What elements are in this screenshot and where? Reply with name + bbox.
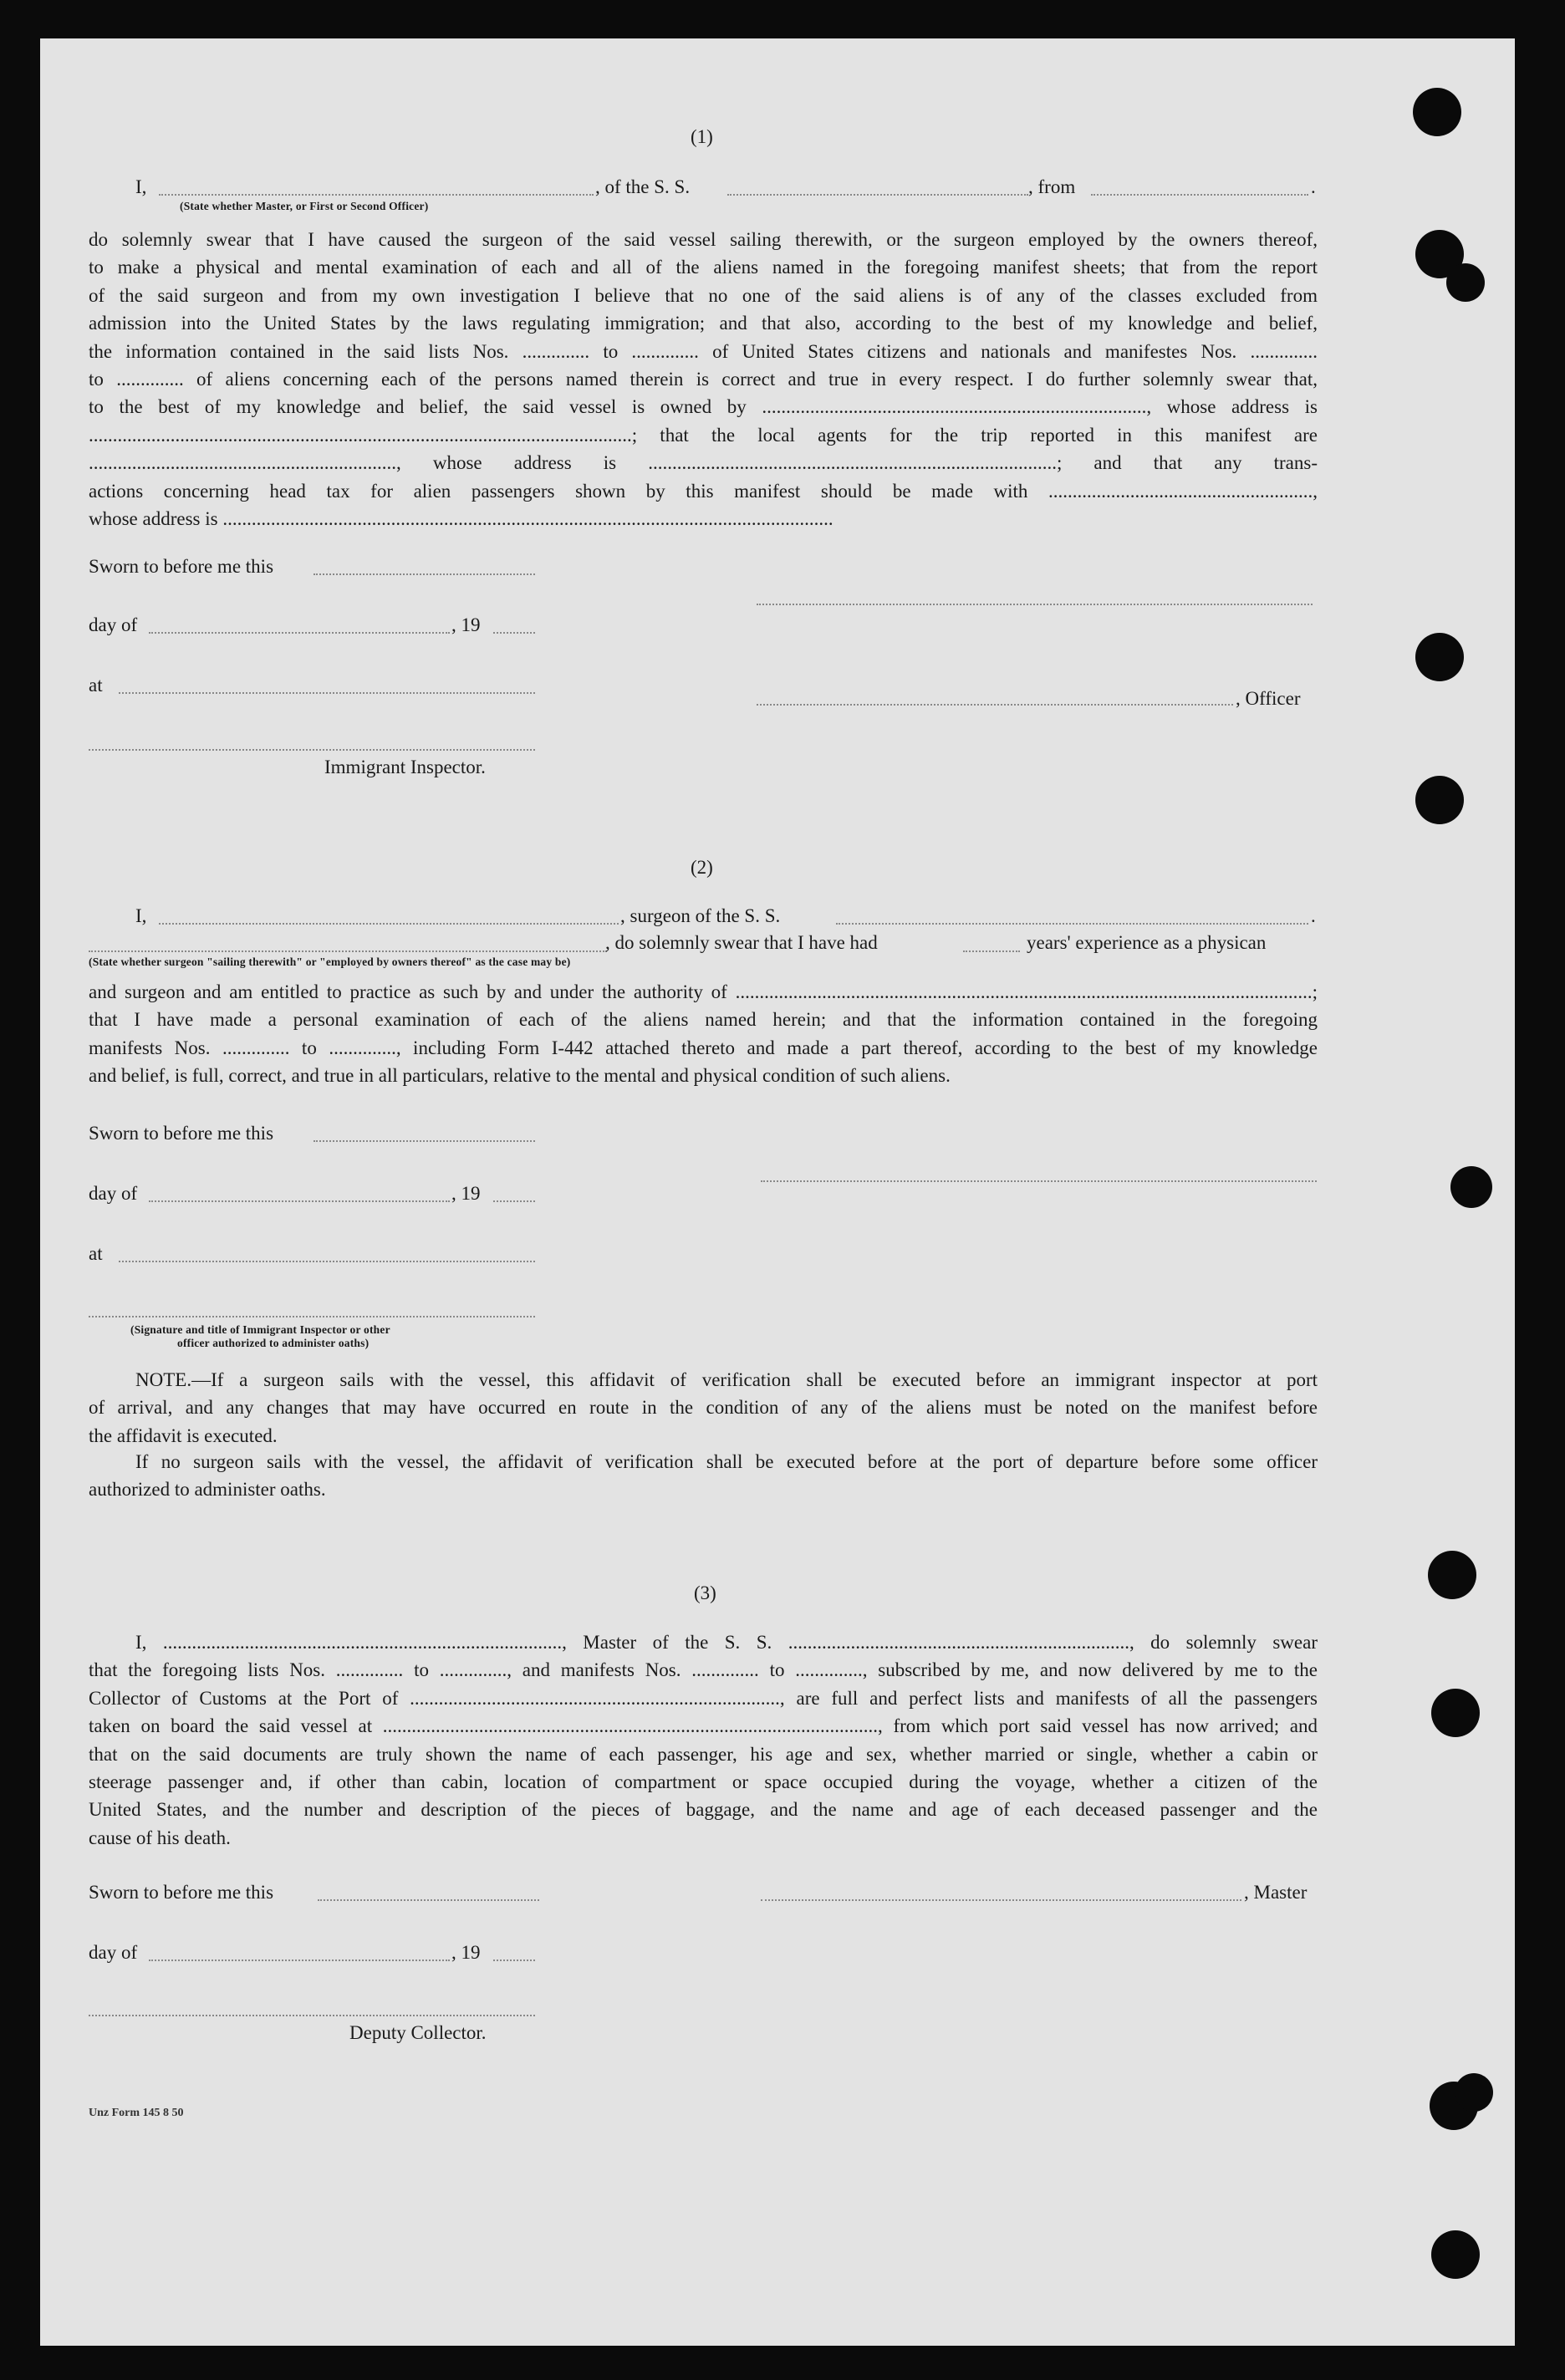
paragraph-line: that the foregoing lists Nos. .............. to .............., and manifests Nos. .............. to .............., subscribed by me, and now delivered by me to the <box>89 1659 1318 1681</box>
year-label: , 19 <box>451 1942 481 1963</box>
paragraph-line: to the best of my knowledge and belief, the said vessel is owned by ................................................................................, whose address is <box>89 396 1318 418</box>
paragraph-line: whose address is ............................................................................................................................... <box>89 508 833 530</box>
section-number: (1) <box>691 126 713 147</box>
at-blank <box>119 692 535 694</box>
surgeon-caption: (State whether surgeon "sailing therewith" or "employed by owners thereof" as the case may be) <box>89 956 571 968</box>
year-blank <box>493 632 535 634</box>
sworn-date-blank <box>318 1899 539 1901</box>
year-label: , 19 <box>451 614 481 635</box>
paragraph-line: taken on board the said vessel at ......................................................................................................., from which port said vessel has now arrived; and <box>89 1715 1318 1737</box>
section-number: (2) <box>691 857 713 878</box>
note-line: of arrival, and any changes that may have occurred en route in the condition of any of the aliens must be noted on the manifest before <box>89 1397 1318 1419</box>
master-signature-blank <box>761 1899 1241 1901</box>
paragraph-line: .................................................................................................................; that the local agents for the trip reported in this manifest are <box>89 424 1318 446</box>
paragraph-line: that I have made a personal examination of each of the aliens named herein; and that the information contained in the foregoing <box>89 1009 1318 1031</box>
paragraph-line: of the said surgeon and from my own investigation I believe that no one of the said aliens is of any of the classes excluded from <box>89 284 1318 306</box>
paragraph-line: admission into the United States by the laws regulating immigration; and that also, according to the best of my knowledge and belief, <box>89 313 1318 334</box>
punch-hole <box>1415 776 1464 824</box>
day-of-blank <box>149 632 450 634</box>
paragraph-line: ................................................................, whose address is .....................................................................................; and that any trans- <box>89 452 1318 474</box>
punch-hole <box>1431 1689 1480 1737</box>
note-paragraph <box>89 1448 1318 1504</box>
years-blank <box>963 950 1020 952</box>
from-port-blank <box>1091 194 1308 196</box>
oath-paragraph-3 <box>89 1628 1318 1852</box>
paragraph-line: United States, and the number and description of the pieces of baggage, and the name and age of each deceased passenger and the <box>89 1799 1318 1821</box>
note-line: authorized to administer oaths. <box>89 1479 326 1501</box>
oath-paragraph-2 <box>89 978 1318 1090</box>
vessel-name-blank <box>727 194 1028 196</box>
paragraph-line: and belief, is full, correct, and true in all particulars, relative to the mental and physical condition of such aliens. <box>89 1065 951 1087</box>
oath-line-i: I, <box>135 905 147 926</box>
signature-blank <box>761 1180 1317 1182</box>
punch-hole <box>1413 88 1461 136</box>
from-label: , from <box>1028 176 1076 197</box>
punch-hole <box>1415 633 1464 681</box>
day-of-label: day of <box>89 614 138 635</box>
punch-hole <box>1446 263 1485 302</box>
day-of-blank <box>149 1200 450 1202</box>
signature-caption: officer authorized to administer oaths) <box>177 1337 370 1349</box>
inspector-signature-blank <box>89 1316 535 1317</box>
of-the-ss-label: , of the S. S. <box>595 176 691 197</box>
at-label: at <box>89 1243 103 1264</box>
paragraph-line: cause of his death. <box>89 1827 231 1848</box>
officer-name-blank <box>159 194 594 196</box>
day-of-blank <box>149 1960 450 1961</box>
deputy-signature-blank <box>89 2015 535 2016</box>
signature-blank <box>757 604 1313 605</box>
surgeon-type-blank <box>89 950 607 952</box>
officer-caption: (State whether Master, or First or Second Officer) <box>180 200 429 212</box>
form-number: Unz Form 145 8 50 <box>89 2107 184 2119</box>
officer-signature-blank <box>757 704 1233 706</box>
sworn-date-blank <box>314 1140 535 1142</box>
officer-label: , Officer <box>1236 688 1301 709</box>
years-experience-label: years' experience as a physican <box>1027 932 1267 953</box>
paragraph-line: do solemnly swear that I have caused the surgeon of the said vessel sailing therewith, or the surgeon employed by the owners thereof, <box>89 229 1318 250</box>
year-blank <box>493 1960 535 1961</box>
paragraph-line: to .............. of aliens concerning each of the persons named therein is correct and true in every respect. I do further solemnly swear that, <box>89 369 1318 390</box>
deputy-collector-label: Deputy Collector. <box>349 2022 487 2043</box>
master-label: , Master <box>1244 1882 1308 1903</box>
paragraph-line: to make a physical and mental examination of each and all of the aliens named in the foregoing manifest sheets; that from the report <box>89 257 1318 278</box>
year-label: , 19 <box>451 1183 481 1204</box>
inspector-signature-blank <box>89 749 535 751</box>
day-of-label: day of <box>89 1183 138 1204</box>
surgeon-name-blank <box>159 923 619 925</box>
immigrant-inspector-label: Immigrant Inspector. <box>324 757 486 777</box>
paragraph-line: actions concerning head tax for alien passengers shown by this manifest should be made with ......................................................., <box>89 480 1318 502</box>
section-number: (3) <box>694 1582 716 1603</box>
vessel-name-blank <box>836 923 1308 925</box>
note-line: NOTE.—If a surgeon sails with the vessel, this affidavit of verification shall be executed before an immigrant inspector at port <box>135 1369 1318 1390</box>
line-end: . <box>1311 176 1316 197</box>
line-end: . <box>1311 905 1316 926</box>
punch-hole <box>1431 2230 1480 2279</box>
sworn-label: Sworn to before me this <box>89 1882 274 1903</box>
paragraph-line: that on the said documents are truly shown the name of each passenger, his age and sex, whether married or single, whether a cabin or <box>89 1743 1318 1765</box>
oath-line-i: I, <box>135 176 147 197</box>
oath-paragraph-1 <box>89 226 1318 533</box>
at-blank <box>119 1261 535 1262</box>
punch-hole <box>1428 1551 1476 1599</box>
paragraph-line: and surgeon and am entitled to practice as such by and under the authority of ........................................................................................................................; <box>89 981 1318 1002</box>
paragraph-line: I, ..................................................................................., Master of the S. S. ......................................................................., do solemnly swear <box>135 1632 1318 1653</box>
paragraph-line: manifests Nos. .............. to .............., including Form I-442 attached thereto and made a part thereof, according to the best of my knowledge <box>89 1037 1318 1058</box>
paragraph-line: steerage passenger and, if other than cabin, location of compartment or space occupied during the voyage, whether a citizen of the <box>89 1771 1318 1793</box>
sworn-label: Sworn to before me this <box>89 1123 274 1144</box>
paragraph-line: the information contained in the said lists Nos. .............. to .............. of United States citizens and nationals and manifestes Nos. .............. <box>89 340 1318 362</box>
sworn-label: Sworn to before me this <box>89 556 274 577</box>
surgeon-of-label: , surgeon of the S. S. <box>620 905 781 926</box>
sworn-date-blank <box>314 573 535 575</box>
day-of-label: day of <box>89 1942 138 1963</box>
punch-hole <box>1455 2073 1493 2112</box>
paragraph-line: Collector of Customs at the Port of ............................................................................., are full and perfect lists and manifests of all the passengers <box>89 1687 1318 1709</box>
year-blank <box>493 1200 535 1202</box>
punch-hole <box>1450 1166 1492 1208</box>
swear-label: , do solemnly swear that I have had <box>605 932 878 953</box>
at-label: at <box>89 675 103 696</box>
note-paragraph <box>89 1366 1318 1450</box>
note-line: If no surgeon sails with the vessel, the affidavit of verification shall be executed before at the port of departure before some officer <box>135 1451 1318 1472</box>
signature-caption: (Signature and title of Immigrant Inspector or other <box>130 1323 390 1336</box>
note-line: the affidavit is executed. <box>89 1424 278 1446</box>
